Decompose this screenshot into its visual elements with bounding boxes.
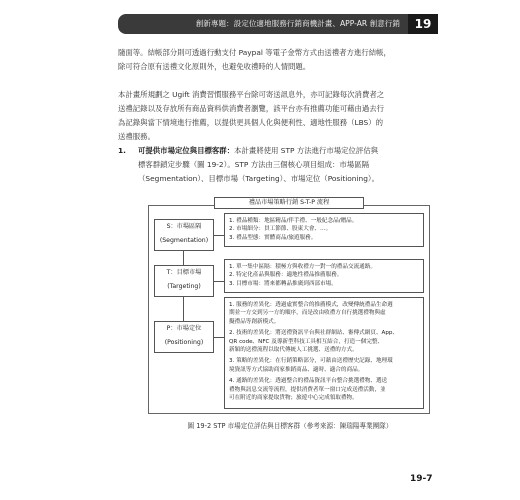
paragraph-line: 除可符合原有送禮文化原則外，也避免收禮時的人情問題。: [118, 62, 311, 71]
detail-line: 2. 技術的差異化：將送禮資訊平台與社群網站、審傳式網頁、App、: [229, 330, 399, 337]
stp-diagram: [148, 197, 430, 414]
list-line: 本計畫將使用 STP 方法進行市場定位評估與: [234, 146, 379, 155]
stage-label: T：目標市場: [166, 269, 202, 276]
list-line-1: [138, 144, 440, 158]
detail-line: 新穎的送禮流程以取代傳統人工挑選、送禮的方式。: [229, 347, 358, 354]
diagram-title: 禮品市場策略行銷 S-T-P 流程: [214, 197, 364, 209]
detail-line: 期並一方交到另一方的順序，而是改由收禮方自行挑選禮物與虛: [229, 310, 386, 317]
detail-line: 禮物與訊息交流等流程，提供消費者單一窗口完成送禮活動，並: [229, 386, 386, 393]
paragraph-1: [118, 46, 440, 74]
stage-t-box: [154, 265, 214, 297]
figure-caption: 圖 19-2 STP 市場定位評估與目標客群（參考來源：陳瑞陽專業團隊）: [187, 422, 393, 430]
list-line: （Segmentation）、目標市場（Targeting）、市場定位（Positioning）。: [138, 174, 379, 183]
connector: [214, 337, 224, 338]
connector: [214, 235, 224, 236]
detail-line: QR code、NFC 及導新型科技工具相互結合，打造一個完整、: [229, 338, 384, 345]
paragraph-line: 送禮服務。: [118, 132, 155, 141]
detail-line: 4. 通路的差異化：透過整合的禮品資訊平台整合挑選禮物、選送: [229, 378, 388, 385]
paragraph-line: 本計畫所規劃之 Ugift 消費習慣服務平台除可寄送訊息外，亦可記錄每次消費者之: [118, 90, 385, 99]
paragraph-line: 為記錄與當下情境進行推薦，以提供更具個人化與便利性、適地性服務（LBS）的: [118, 118, 384, 127]
stage-p-details: [224, 297, 424, 409]
detail-block: [229, 329, 419, 354]
stage-s-details: [224, 213, 424, 247]
detail-block: [229, 357, 419, 374]
detail-line: 2. 市場細分：員工節節、股東大會、…。: [229, 226, 332, 233]
detail-line: 3. 策略的差異化：在行銷策略部分，可藉由送禮歷史記錄、地理環: [229, 358, 393, 365]
stage-connector-vertical: [183, 251, 184, 265]
chapter-number: 19: [408, 14, 438, 34]
chapter-title: 創新專題：設定位適地服務行銷商機計畫、APP-AR 創意行銷: [195, 19, 400, 28]
stage-label: P：市場定位: [166, 325, 202, 332]
paragraph-2: [118, 88, 440, 144]
detail-line: 1. 單一集中區隔：積極方與收禮方一對一的禮品交流通路。: [229, 264, 376, 270]
detail-line: 1. 禮品種類：地區精品/伴手禮、一般紀念品/贈品。: [229, 218, 358, 224]
list-number: 1.: [118, 146, 126, 155]
detail-block: [229, 377, 419, 402]
paragraph-line: 送禮記錄以及存放所有商品資料供消費者瀏覽，該平台亦有推薦功能可藉由過去行: [118, 104, 385, 113]
connector: [214, 281, 224, 282]
list-lead: 可提供市場定位與目標客群：: [138, 146, 235, 155]
list-line: 標客群鎖定步驟（圖 19-2）。STP 方法由三個核心項目組成：市場區隔: [138, 160, 369, 169]
detail-line: 擬禮品等創新模式。: [229, 318, 280, 325]
detail-line: 3. 禮品型態：實體商品/旅遊服務。: [229, 234, 317, 241]
detail-line: 可在附近的商家提取貨物；旅遊中心完成領取禮物。: [229, 395, 358, 402]
chapter-header-band: [118, 14, 408, 34]
detail-line: 3. 目標市場：將來都轉品推廣到西部市場。: [229, 280, 337, 287]
stage-sublabel: (Segmentation): [159, 237, 209, 244]
stage-sublabel: (Positioning): [164, 339, 204, 346]
detail-line: 境資訊等方式協助商家推銷商品、適時、適合的商品。: [229, 366, 364, 373]
list-body: [138, 144, 440, 186]
detail-line: 1. 服務的差異化：透過虛實整合的推薦模式，改變傳統禮品生命週: [229, 302, 393, 308]
detail-block: [229, 301, 419, 326]
page-number: 19-7: [410, 474, 433, 484]
stage-t-details: [224, 259, 424, 293]
stage-p-box: [154, 321, 214, 353]
stage-s-box: [154, 219, 214, 251]
stage-label: S：市場區隔: [166, 223, 202, 230]
detail-line: 2. 特定化產品與服務：適地性禮品推薦服務。: [229, 272, 343, 279]
stage-connector-vertical: [183, 297, 184, 321]
stage-sublabel: (Targeting): [167, 283, 201, 290]
paragraph-line: 隨面等。結帳部分則可透過行動支付 Paypal 等電子金幣方式由送禮者方進行結帳，: [118, 48, 391, 57]
